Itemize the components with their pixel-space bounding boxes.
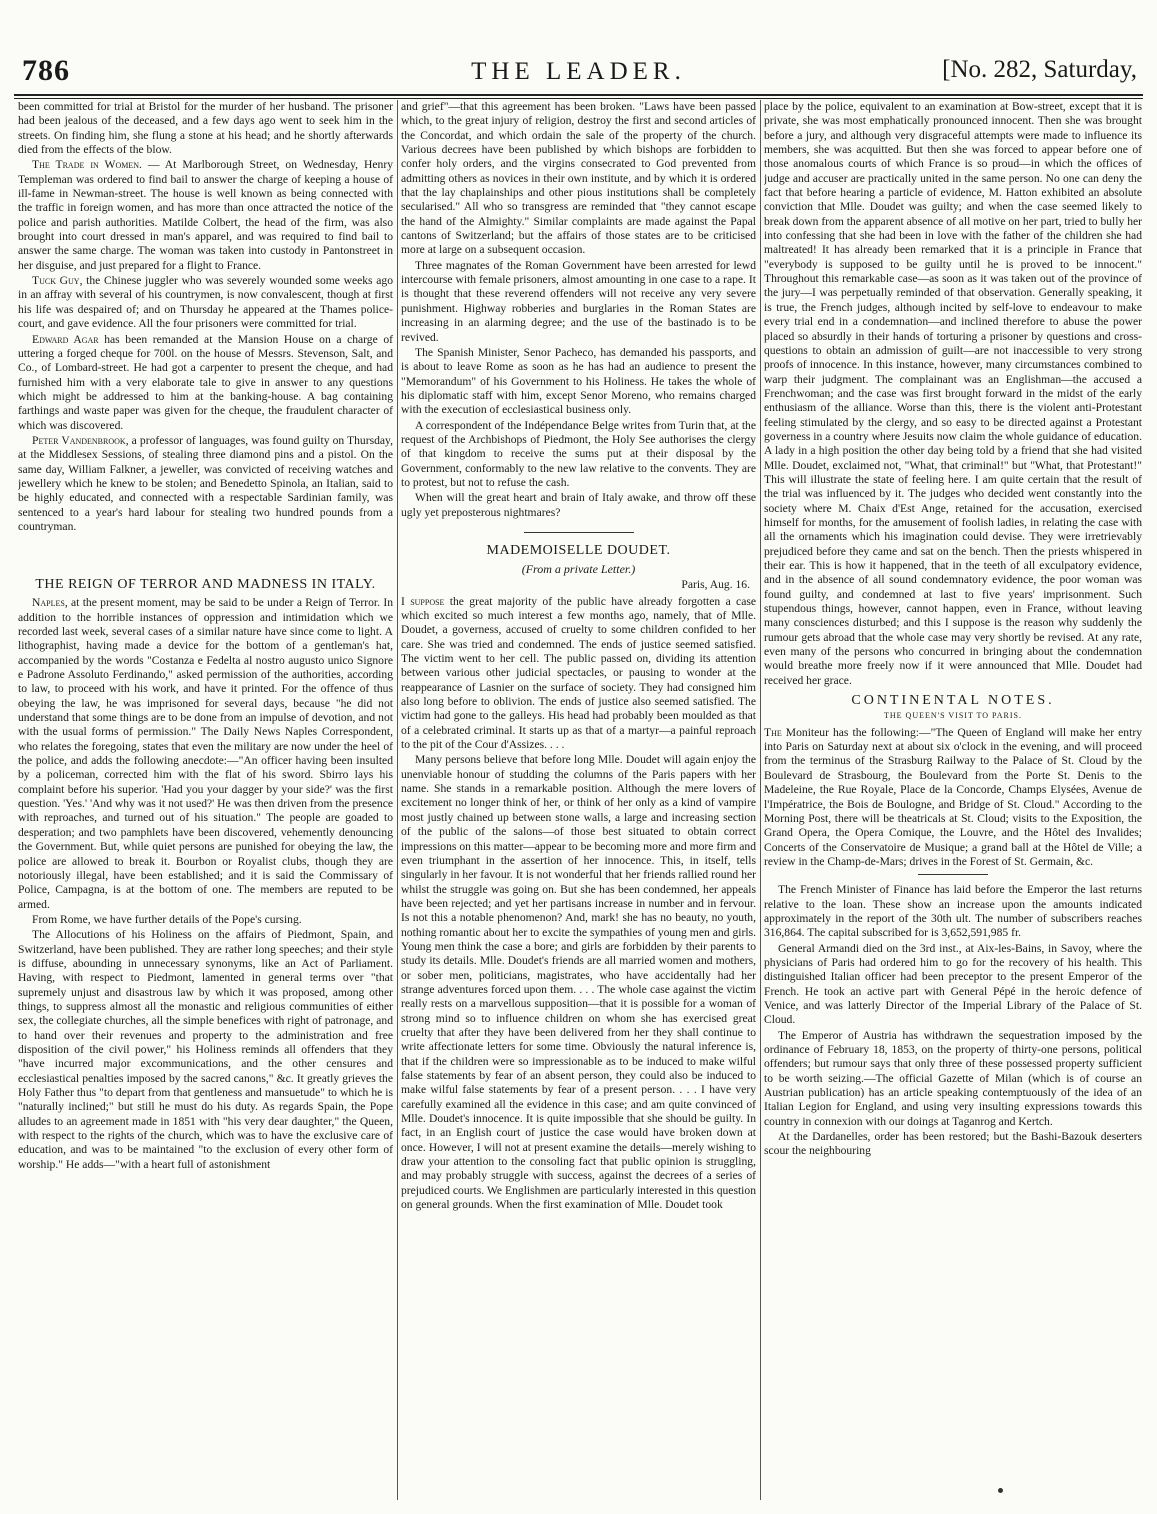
paragraph (18, 434, 393, 534)
column-divider (397, 100, 398, 1500)
paragraph: The Spanish Minister, Senor Pacheco, has demanded his passports, and is about to leave Rome as soon as he has had an audience to present the "Memorandum" of his Government to his Holiness. He takes the whole of his diplomatic staff with him, except Senor Moreno, who remains charged with the execution of ecclesiastical business only. (401, 345, 756, 417)
lead-words: I suppose (401, 594, 445, 608)
header-rule (14, 94, 1143, 96)
section-separator (918, 874, 988, 875)
paragraph: A correspondent of the Indépendance Belge writes from Turin that, at the request of the Archbishops of Piedmont, the Holy See authorises the clergy of that kingdom to receive the sums put at their disposal by the Government, conformably to the new law relative to the convents. They are to protest, but not to refuse the cash. (401, 418, 756, 489)
newspaper-title: THE LEADER. (471, 58, 686, 85)
issue-label: [No. 282, Saturday, (942, 56, 1137, 83)
paragraph: At the Dardanelles, order has been restored; but the Bashi-Bazouk deserters scour the neighbouring (764, 1130, 1142, 1158)
paragraph (764, 726, 1142, 869)
column-3 (764, 100, 1142, 1500)
article-subheading: (From a private Letter.) (521, 561, 636, 576)
section-separator (524, 532, 634, 533)
paragraph: The Emperor of Austria has withdrawn the sequestration imposed by the ordinance of February 18, 1853, on the property of thirty-one persons, political offenders; but rumour says that only three of these possessed property sufficient to be worth seizing.—The official Gazette of Milan (which is of course an Austrian publication) has an article speaking contemptuously of the idea of an Italian Legion for England, and using very insulting expressions towards this country in connexion with our doings at Taganrog and Kertch. (764, 1028, 1142, 1128)
header-rule-thin (14, 98, 1143, 99)
lead-words: The (764, 725, 782, 739)
column-2 (401, 100, 756, 1500)
masthead (14, 50, 1143, 94)
paragraph: The Allocutions of his Holiness on the affairs of Piedmont, Spain, and Switzerland, have been published. They are rather long speeches; and their style is diffuse, abounding in unnecessary synonyms, like an Act of Parliament. Having, with respect to Piedmont, lamented in general terms over "that supremely unjust and disastrous law by which it was proposed, among other things, to suppress almost all the monastic and religious communities of either sex, the collegiate churches, all the simple benefices with right of patronage, and to hand over their revenues and property to the administration and free disposition of the civil power," his Holiness reminds all offenders that they "have incurred major excommunications, and the other censures and ecclesiastical penalties imposed by the sacred canons," &c. It greatly grieves the Holy Father thus "to depart from that gentleness and mansuetude" to which he is "naturally inclined;" but still he must do his duty. As regards Spain, the Pope alludes to an agreement made in 1851 with "his very dear daughter," the Queen, with respect to the rights of the church, which was to have the exclusive care of education, and was to be maintained "to the exclusion of every other form of worship." He adds—"with a heart full of astonishment (18, 928, 393, 1171)
column-1 (18, 100, 393, 1500)
paragraph (18, 596, 393, 912)
article-subheading: THE QUEEN'S VISIT TO PARIS. (883, 711, 1022, 721)
article-heading: MADEMOISELLE DOUDET. (486, 542, 671, 558)
page-number: 786 (22, 54, 70, 87)
paragraph-body: has been remanded at the Mansion House on a charge of uttering a forged cheque for 700l. on the house of Messrs. Stevenson, Salt, and Co., of Lombard-street. He had got a carpenter to present the cheque, and had furnished him with a very elaborate tale to give in answer to any questions which might be addressed to him at the banking-house. A bag containing farthings and waste paper was given for the cheque, the fraudulent character of which was discovered. (18, 332, 393, 432)
paragraph-body: — At Marlborough Street, on Wednesday, Henry Templeman was ordered to find bail to answer the charge of keeping a house of ill-fame in Newman-street. The house is well known as being connected with the traffic in foreign women, and has more than once attracted the notice of the police and parish authorities. Matilde Colbert, the head of the firm, was also brought into court dressed in man's apparel, and was required to find bail to answer the same charge. The woman was taken into custody in Pantonstreet in her disguise, and just prepared for a flight to France. (18, 158, 393, 272)
paragraph (18, 333, 393, 433)
paragraph: and grief"—that this agreement has been broken. "Laws have been passed which, to the great injury of religion, destroy the first and second articles of the Concordat, and which ordain the sale of the property of the church. Various decrees have been published by which bishops are forbidden to confer holy orders, and the virgins consecrated to God prevented from admitting others as novices in their own institute, and by which it is ordered that the lay chaplainships and other pious institutions shall be completely secularised." All who so transgress are reminded that "they cannot escape the hand of the Almighty." Similar complaints are made against the Papal cantons of Switzerland; but the affairs of those states are to be criticised more at large on a subsequent occasion. (401, 100, 756, 257)
dateline: Paris, Aug. 16. (681, 578, 750, 592)
paragraph: When will the great heart and brain of Italy awake, and throw off these ugly yet preposterous nightmares? (401, 491, 756, 519)
paragraph-body: a professor of languages, was found guilty on Thursday, at the Middlesex Sessions, of stealing three diamond pins and a pistol. On the same day, William Falkner, a jeweller, was convicted of receiving watches and jewellery which he knew to be stolen; and Benedetto Spinola, an Italian, said to be highly educated, and connected with a respectable Sardinian family, was sentenced to a year's hard labour for stealing two hundred pounds from a countryman. (18, 433, 393, 533)
paragraph (401, 595, 756, 753)
paragraph: Many persons believe that before long Mlle. Doudet will again enjoy the unenviable honour of studding the columns of the Paris papers with her name. She stands in a remarkable position. Although the mere lovers of excitement no longer think of her, or think of her only as a kind of vampire most justly chained up between stone walls, a large and increasing section of the public of the salons—of those best situated to obtain correct impressions on this matter—appear to be becoming more and more firm and even triumphant in the assertion of her innocence. This, in itself, tells singularly in her favour. It is not wonderful that her friends rallied round her whilst the struggle was going on. But she has been condemned, her appeals have been rejected; and yet her partisans increase in number and in fervour. Is not this a notable phenomenon? And, mark! she has no beauty, no youth, nothing romantic about her to excite the sympathies of young men and girls. Young men think the case a bore; and girls are forbidden by their parents to study its details. Mlle. Doudet's friends are all married women and mothers, or sober men, politicians, magistrates, who have accidentally had her strange adventures forced upon them. . . . The whole case against the victim really rests on a marvellous supposition—that it is possible for a woman of strong mind so to influence children on whom she has exercised great cruelty that after they have been delivered from her they shall continue to write affectionate letters for some time. Obviously the natural inference is, that if the children were so impressionable as to be induced to make wilful false statements by fear of an absent person, they could also be induced to make wilful false statements by fear of a present person. . . . I have very carefully examined all the evidence in this case; and am quite convinced of Mlle. Doudet's innocence. It is quite impossible that she should be guilty. In fact, in an English court of justice the case would have broken down at once. However, I will not at present examine the details—merely wishing to draw your attention to the consoling fact that public opinion is struggling, and may probably struggle with success, against the decrees of a series of prejudiced courts. We Englishmen are particularly interested in this question on general grounds. When the first examination of Mlle. Doudet took (401, 753, 756, 1212)
ink-dot (998, 1488, 1003, 1493)
paragraph (18, 274, 393, 331)
lead-words: The Trade in Women. (32, 158, 142, 172)
paragraph: been committed for trial at Bristol for the murder of her husband. The prisoner had been jealous of the deceased, and a few days ago went to seek him in the streets. On finding him, she flung a stone at his head; and he shortly afterwards died from the effects of the blow. (18, 100, 393, 157)
lead-words: Naples, (32, 596, 68, 610)
paragraph: From Rome, we have further details of the Pope's cursing. (32, 912, 302, 926)
lead-words: Peter Vandenbrook, (32, 433, 129, 447)
lead-words: Edward Agar (32, 332, 99, 346)
paragraph-body: Moniteur has the following:—"The Queen of England will make her entry into Paris on Saturday next at about six o'clock in the evening, and will proceed from the terminus of the Strasburg Railway to the Palace of St. Cloud by the Boulevard de Strasbourg, the Boulevard from the Porte St. Denis to the Madeleine, the Rue Royale, Place de la Concorde, Champs Elysées, Avenue de l'Impératrice, the Bois de Boulogne, and Bridge of St. Cloud." According to the Morning Post, there will be theatricals at St. Cloud; visits to the Exposition, the Grand Opera, the Opera Comique, the Louvre, and the Hôtel des Invalides; Concerts of the Conservatoire de Musique; a grand ball at the Hôtel de Ville; a review in the Champ-de-Mars; drives in the Forest of St. Germain, &c. (764, 725, 1142, 868)
paragraph: Three magnates of the Roman Government have been arrested for lewd intercourse with female prisoners, almost amounting in one case to a rape. It is thought that these reverend offenders will not receive any very severe punishment. Highway robberies and burglaries in the Roman States are increasing in an alarming degree; and the use of the bastinado is to be revived. (401, 258, 756, 344)
paragraph: The French Minister of Finance has laid before the Emperor the last returns relative to the loan. These show an increase upon the amounts indicated approximately in the report of the 30th ult. The number of subscribers reaches 316,864. The capital subscribed for is 3,652,591,985 fr. (764, 883, 1142, 940)
paragraph (18, 158, 393, 273)
paragraph-body: the Chinese juggler who was severely wounded some weeks ago in an affray with several of his countrymen, is now convalescent, though at first his life was despaired of; and on Thursday he appeared at the Thames police-court, and gave evidence. All the four prisoners were committed for trial. (18, 274, 393, 331)
column-divider (760, 100, 761, 1500)
article-heading: THE REIGN OF TERROR AND MADNESS IN ITALY. (35, 577, 376, 593)
article-heading: CONTINENTAL NOTES. (851, 693, 1055, 709)
paragraph-body: the great majority of the public have already forgotten a case which excited so much interest a few months ago, namely, that of Mlle. Doudet, a governess, accused of cruelty to some children confided to her care. She was tried and condemned. The ends of justice seemed satisfied. The victim went to her cell. The public passed on, dividing its attention between various other judicial spectacles, or pausing to wonder at the reappearance of Lasnier on the surface of society. They had consigned him also long before to oblivion. The ends of justice also seemed satisfied. The victim had gone to the galleys. His head had probably been moulded as that of a celebrated criminal. It starts up as that of a martyr—a painful reproach to the pit of the Cour d'Assizes. . . . (401, 594, 756, 752)
paragraph: General Armandi died on the 3rd inst., at Aix-les-Bains, in Savoy, where the physicians of Paris had ordered him to go for the recovery of his health. This distinguished Italian officer had been preceptor to the present Emperor of the French. He took an active part with General Pépé in the heroic defence of Venice, and was latterly Director of the Imperial Library of the Palace of St. Cloud. (764, 941, 1142, 1027)
spacer (18, 535, 393, 571)
paragraph-body: at the present moment, may be said to be under a Reign of Terror. In addition to the horrible instances of oppression and intimidation which we recorded last week, several cases of a similar nature have since come to light. A lithographist, having made a device for the bottom of a gentleman's hat, accompanied by the words "Costanza e Fedelta al nostro augusto unico Signore e Padrone Assoluto Ferdinando," asked permission of the authorities, according to law, to proceed with his work, and have it printed. For the offence of thus obeying the law, he was imprisoned for several days, because "he did not understand that some things are to be done from an impulse of devotion, and not with the usual forms of permission." The Daily News Naples Correspondent, who relates the foregoing, states that even the military are now under the heel of the police, and adds the following anecdote:—"An officer having been insulted by a policeman, corrected him with the flat of his sword. Sbirro lays his complaint before his superior. 'Had you your dagger by your side?' was the first question. 'Yes.' 'And why was it not used?' He was then driven from the presence with reproaches, and turned out of his situation." The people are goaded to desperation; and two pamphlets have been discovered, vehemently denouncing the Government. But, while quiet persons are punished for obeying the law, the police are allowed to break it. Bourbon or Royalist clubs, though they are notoriously illegal, have been established; and it is said the Commissary of Police, Campagna, is at the bottom of one. The members are reputed to be armed. (18, 596, 393, 911)
paragraph: place by the police, equivalent to an examination at Bow-street, except that it is private, she was most emphatically pronounced innocent. Then she was brought before a jury, and although very disgraceful attempts were made to influence its members, she was acquitted. But then she was forced to appear before one of those anomalous courts of which France is so proud—in which the offices of judge and accuser are practically united in the same person. No one can deny the fact that before hearing a particle of evidence, M. Hatton exhibited an absolute conviction that Mlle. Doudet was guilty; and when the case seemed likely to break down from the apparent absence of all motive on her part, tried to bully her into confessing that she had been in love with the father of the children she had maltreated! It has already been remarked that it is a principle in France that "everybody is supposed to be guilty until he is proved to be innocent." Throughout this remarkable case—as soon as it was taken out of the province of the jury—I was perpetually reminded of that observation. Generally speaking, it is true, the French judges, although incited by self-love to endeavour to make every trial end in a condemnation—and inclined therefore to abuse the power placed so absurdly in their hands of torturing a prisoner by questions and cross-questions to obtain an admission of guilt—are not inaccessible to very strong proofs of innocence. In this instance, however, many circumstances combined to warp their judgment. The complainant was an Englishman—the accused a Frenchwoman; and the case was first brought forward in the midst of the early enthusiasm of the alliance. Worse than this, there is the violent anti-Protestant feeling stimulated by the clergy, and so easy to be directed against a Protestant governess in a country where Jesuits now claim the whole guidance of education. A lady in a high position the other day being told by a friend that she had visited Mlle. Doudet, exclaimed not, "What, that criminal!" but "What, that Protestant!" This will illustrate the state of feeling here. I am quite certain that the result of the trial was influenced by it. The judges who decided went constantly into the society where M. Chaix d'Est Ange, retained for the accusation, exercised himself for months, for the amusement of foolish ladies, in relating the case with all the ornaments which his imagination could devise. They were irretrievably prejudiced before they came and sat on the bench. Then the priests whispered in their ear. This is how it happened, that in the teeth of all exculpatory evidence, and in the absence of all sound condemnatory evidence, the poor woman was found guilty, and condemned at last to five years' imprisonment. Such stupendous things, however, cannot happen, even in France, without leaving many consciences disturbed; and this I suppose is the reason why suddenly the rumour gets abroad that the whole case may very shortly be revised. At any rate, even many of the persons who concurred in bringing about the condemnation would breathe more freely now if it were announced that Mlle. Doudet had received her grace. (764, 100, 1142, 687)
lead-words: Tuck Guy, (32, 274, 83, 288)
